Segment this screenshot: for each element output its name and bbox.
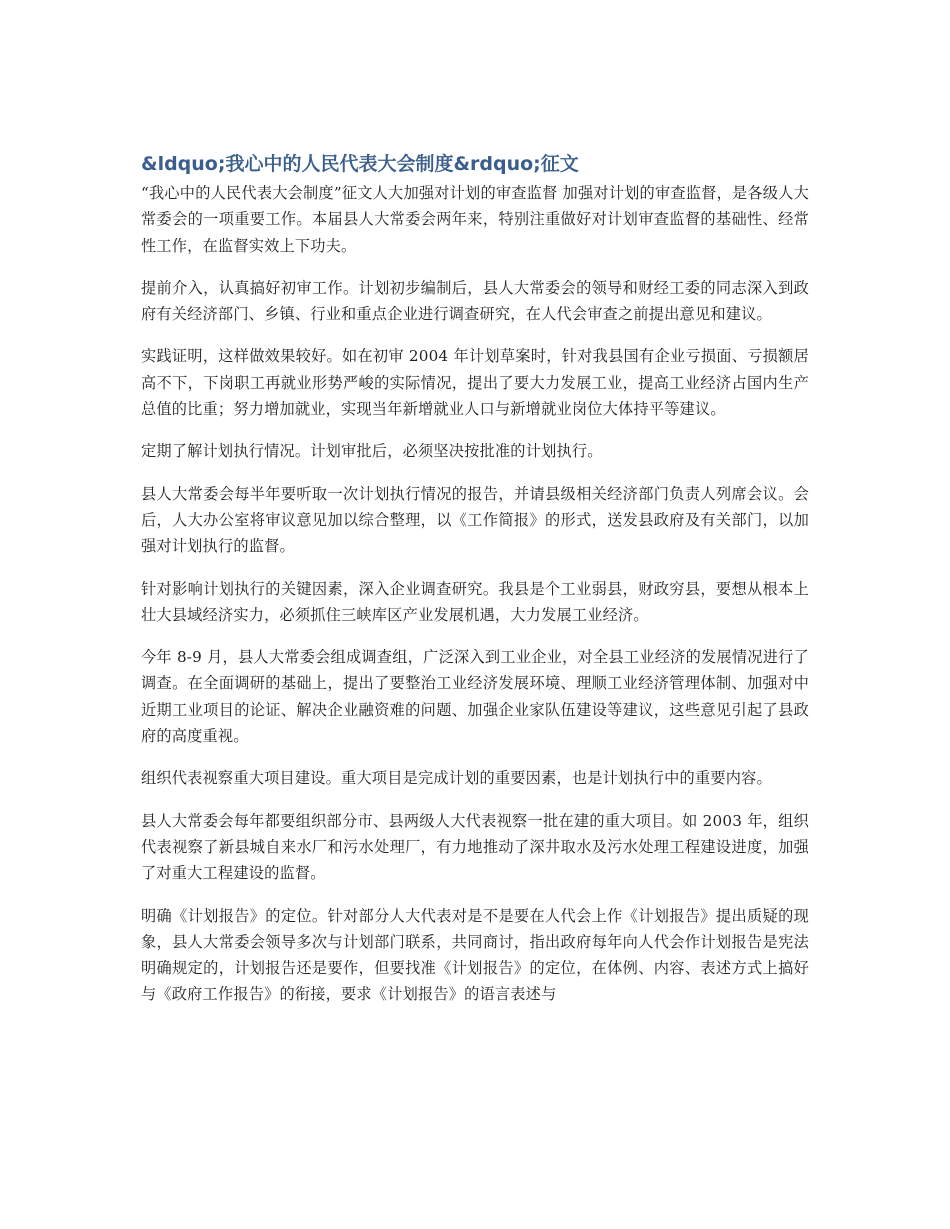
document-page bbox=[141, 150, 809, 1024]
paragraph-3: 实践证明，这样做效果较好。如在初审 2004 年计划草案时，针对我县国有企业亏损面、亏损额居高不下，下岗职工再就业形势严峻的实际情况，提出了要大力发展工业，提高工业经济占国内生产总值的比重；努力增加就业，实现当年新增就业人口与新增就业岗位大体持平等建议。 bbox=[141, 347, 809, 419]
paragraph-1: “我心中的人民代表大会制度”征文人大加强对计划的审查监督 加强对计划的审查监督，是各级人大常委会的一项重要工作。本届县人大常委会两年来，特别注重做好对计划审查监督的基础性、经常性工作，在监督实效上下功夫。 bbox=[141, 184, 809, 255]
paragraph-4: 定期了解计划执行情况。计划审批后，必须坚决按批准的计划执行。 bbox=[141, 442, 603, 461]
paragraph-7: 今年 8-9 月，县人大常委会组成调查组，广泛深入到工业企业，对全县工业经济的发展情况进行了调查。在全面调研的基础上，提出了要整治工业经济发展环境、理顺工业经济管理体制、加强对中近期工业项目的论证、解决企业融资难的问题、加强企业家队伍建设等建议，这些意见引起了县政府的高度重视。 bbox=[141, 648, 809, 746]
paragraph-2: 提前介入，认真搞好初审工作。计划初步编制后，县人大常委会的领导和财经工委的同志深入到政府有关经济部门、乡镇、行业和重点企业进行调查研究，在人代会审查之前提出意见和建议。 bbox=[141, 278, 809, 324]
paragraph-6: 针对影响计划执行的关键因素，深入企业调查研究。我县是个工业弱县，财政穷县，要想从根本上壮大县域经济实力，必须抓住三峡库区产业发展机遇，大力发展工业经济。 bbox=[141, 579, 809, 624]
paragraph-10: 明确《计划报告》的定位。针对部分人大代表对是不是要在人代会上作《计划报告》提出质疑的现象，县人大常委会领导多次与计划部门联系，共同商讨，指出政府每年向人代会作计划报告是宪法明确规定的，计划报告还是要作，但要找准《计划报告》的定位，在体例、内容、表述方式上搞好与《政府工作报告》的衔接，要求《计划报告》的语言表述与 bbox=[141, 906, 809, 1004]
document-title: &ldquo;我心中的人民代表大会制度&rdquo;征文 bbox=[141, 153, 579, 175]
paragraph-5: 县人大常委会每半年要听取一次计划执行情况的报告，并请县级相关经济部门负责人列席会议。会后，人大办公室将审议意见加以综合整理，以《工作简报》的形式，送发县政府及有关部门，以加强对计划执行的监督。 bbox=[141, 484, 809, 556]
paragraph-9: 县人大常委会每年都要组织部分市、县两级人大代表视察一批在建的重大项目。如 2003 年，组织代表视察了新县城自来水厂和污水处理厂，有力地推动了深井取水及污水处理工程建设进度，加强了对重大工程建设的监督。 bbox=[141, 811, 809, 883]
paragraph-8: 组织代表视察重大项目建设。重大项目是完成计划的重要因素，也是计划执行中的重要内容。 bbox=[141, 769, 772, 788]
